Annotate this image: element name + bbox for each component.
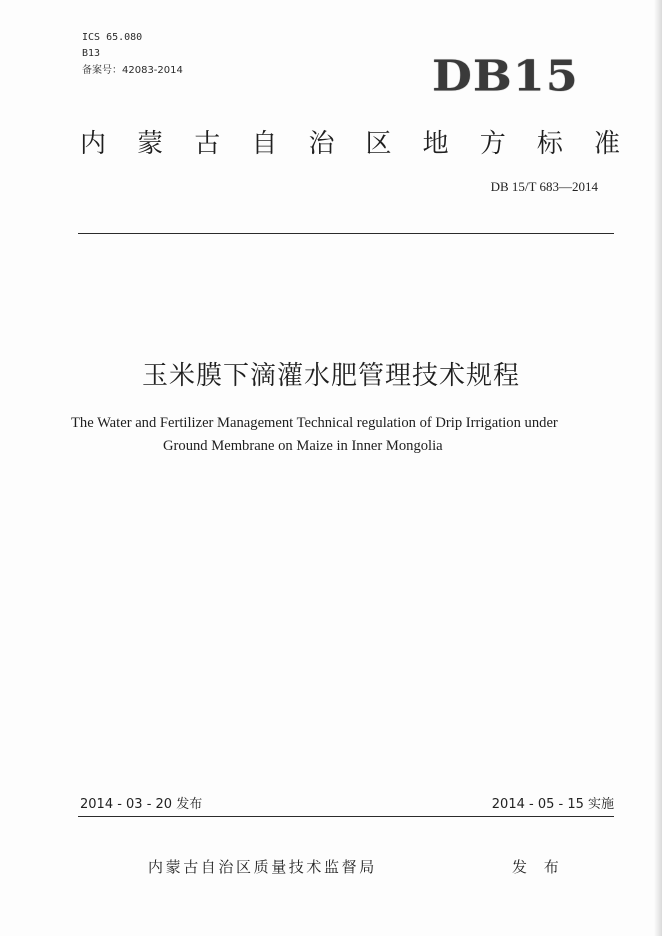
standard-title-char: 自 (251, 129, 278, 159)
db-logo: DB15 (432, 50, 579, 101)
standard-title-char: 地 (422, 129, 449, 159)
scan-edge-shadow (654, 0, 662, 936)
footer-divider (78, 816, 614, 817)
standard-title-char: 蒙 (137, 129, 164, 159)
standard-title-char: 准 (593, 129, 620, 159)
standard-title-char: 古 (194, 129, 221, 159)
standard-title-char: 内 (80, 129, 107, 159)
header-divider (78, 233, 614, 234)
title-english-line-1: The Water and Fertilizer Management Technical regulation of Drip Irrigation under (71, 415, 558, 431)
standard-number: DB 15/T 683—2014 (490, 179, 598, 194)
classification-code: B13 (82, 48, 101, 59)
record-number: 备案号：42083-2014 (82, 65, 183, 76)
title-english-line-2: Ground Membrane on Maize in Inner Mongolia (163, 438, 443, 454)
publisher-name: 内蒙古自治区质量技术监督局 (148, 858, 377, 876)
standard-title-char: 治 (308, 129, 335, 159)
implementation-date: 2014 - 05 - 15 实施 (491, 797, 614, 812)
standard-title-char: 区 (365, 129, 392, 159)
issue-date: 2014 - 03 - 20 发布 (80, 797, 203, 812)
standard-type-title (80, 124, 620, 164)
standard-title-char: 方 (479, 129, 506, 159)
standard-title-char: 标 (536, 129, 563, 159)
publish-label: 发 布 (512, 858, 565, 876)
document-title-english (50, 412, 620, 458)
ics-code: ICS 65.080 (82, 32, 143, 43)
document-title-chinese: 玉米膜下滴灌水肥管理技术规程 (141, 361, 520, 391)
